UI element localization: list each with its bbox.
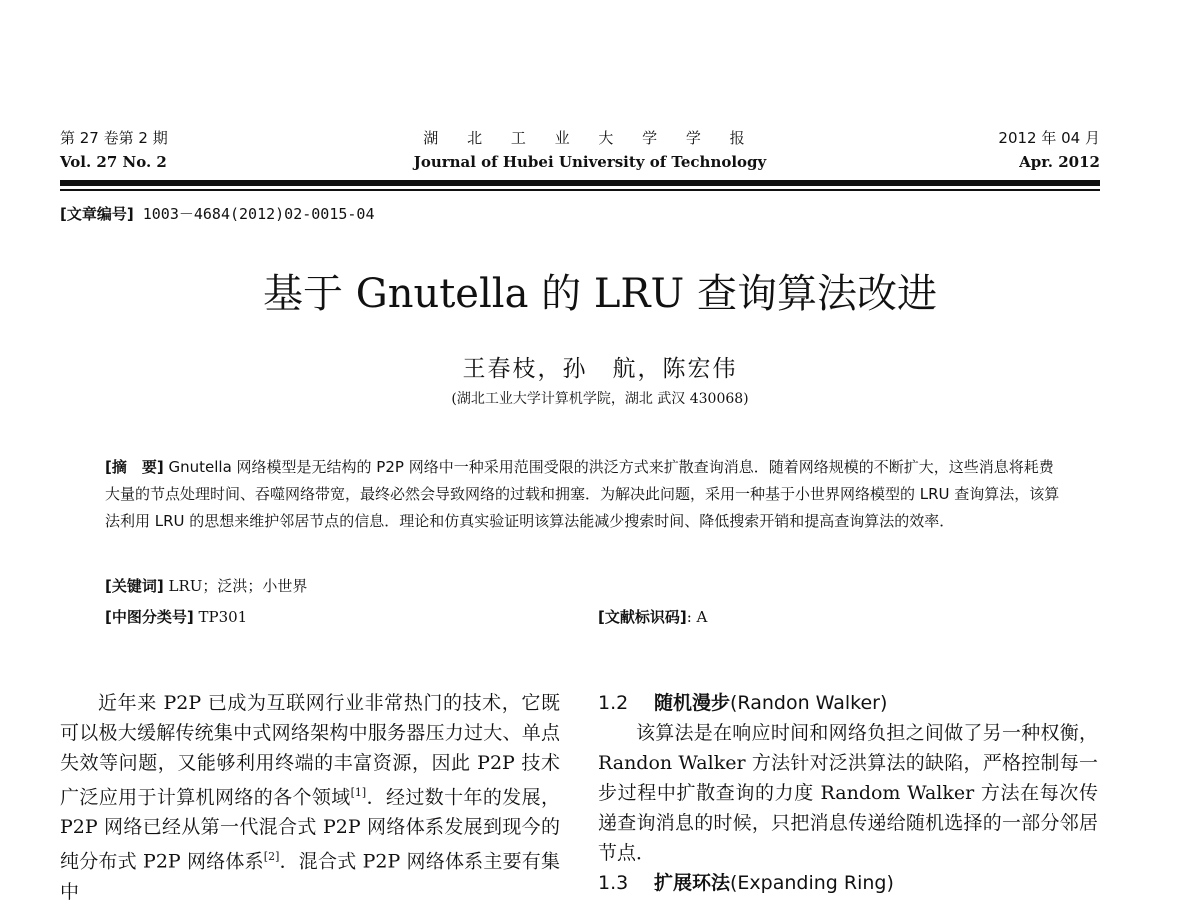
issue-date-en: Apr. 2012 [1019, 153, 1100, 171]
article-number-label: [文章编号] [60, 205, 134, 223]
author-affiliation: (湖北工业大学计算机学院，湖北 武汉 430068) [451, 391, 749, 407]
classification-label: [中图分类号] [105, 608, 194, 626]
citation-2: [2] [263, 850, 280, 864]
body-right-column [598, 688, 1098, 898]
intro-text-3: ．混合式 P2P 网络体系主要有集中 [60, 850, 560, 903]
paper-title: 基于 Gnutella 的 LRU 查询算法改进 [263, 271, 937, 317]
keywords-label: [关键词] [105, 577, 164, 595]
section-1-2-paragraph: 该算法是在响应时间和网络负担之间做了另一种权衡，Randon Walker 方法针对泛洪算法的缺陷，严格控制每一步过程中扩散查询的力度 Random Walker 方法在每次传递查询消息的时候，只把消息传递给随机选择的一部分邻居节点． [598, 722, 1098, 864]
intro-text-2: ．经过数十年的发展，P2P 网络已经从第一代混合式 P2P 网络体系发展到现今的纯分布式 P2P 网络体系 [60, 786, 560, 873]
paper-authors: 王春枝，孙 航，陈宏伟 [462, 356, 738, 382]
abstract-text: Gnutella 网络模型是无结构的 P2P 网络中一种采用范围受限的洪泛方式来扩散查询消息．随着网络规模的不断扩大，这些消息将耗费大量的节点处理时间、吞噬网络带宽，最终必然会导致网络的过载和拥塞．为解决此问题，采用一种基于小世界网络模型的 LRU 查询算法，该算法利用 LRU 的思想来维护邻居节点的信息．理论和仿真实验证明该算法能减少搜索时间、降低搜索开销和提高查询算法的效率． [105, 458, 1060, 530]
document-id-code [598, 606, 707, 627]
body-left-column [60, 688, 560, 907]
journal-name-header [330, 126, 850, 174]
journal-name-cn: 湖 北 工 业 大 学 学 报 [423, 129, 757, 147]
document-id-label: [文献标识码] [598, 608, 687, 626]
journal-volume-header [60, 126, 168, 174]
classification-value: TP301 [198, 608, 248, 626]
citation-1: [1] [350, 786, 367, 799]
keywords [105, 575, 307, 596]
issue-date-header [998, 126, 1100, 174]
section-1-2-heading [598, 688, 1098, 718]
volume-en: Vol. 27 No. 2 [60, 153, 167, 171]
abstract-label: [摘 要] [105, 458, 164, 476]
section-1-3-number: 1.3 [598, 872, 629, 894]
intro-paragraph [60, 688, 560, 907]
volume-cn: 第 27 卷第 2 期 [60, 129, 168, 147]
abstract [105, 454, 1065, 535]
section-1-2-number: 1.2 [598, 692, 629, 714]
section-1-2-en: (Randon Walker) [730, 692, 888, 714]
article-number-value: 1003－4684(2012)02-0015-04 [142, 205, 375, 223]
journal-name-en: Journal of Hubei University of Technology [413, 153, 767, 171]
keywords-value: LRU；泛洪；小世界 [168, 577, 308, 595]
section-1-3-heading [598, 868, 1098, 898]
document-id-value: : A [686, 608, 708, 626]
section-1-2-title: 随机漫步 [654, 692, 731, 714]
article-number [60, 203, 375, 224]
section-1-3-title: 扩展环法 [654, 872, 731, 894]
header-rule-thin [60, 189, 1100, 191]
header-rule-thick [60, 180, 1100, 186]
classification-number [105, 606, 247, 627]
section-1-3-en: (Expanding Ring) [730, 872, 894, 894]
intro-text-1: 近年来 P2P 已成为互联网行业非常热门的技术，它既可以极大缓解传统集中式网络架构中服务器压力过大、单点失效等问题，又能够利用终端的丰富资源，因此 P2P 技术广泛应用于计算机网络的各个领域 [60, 692, 560, 809]
issue-date-cn: 2012 年 04 月 [998, 129, 1100, 147]
